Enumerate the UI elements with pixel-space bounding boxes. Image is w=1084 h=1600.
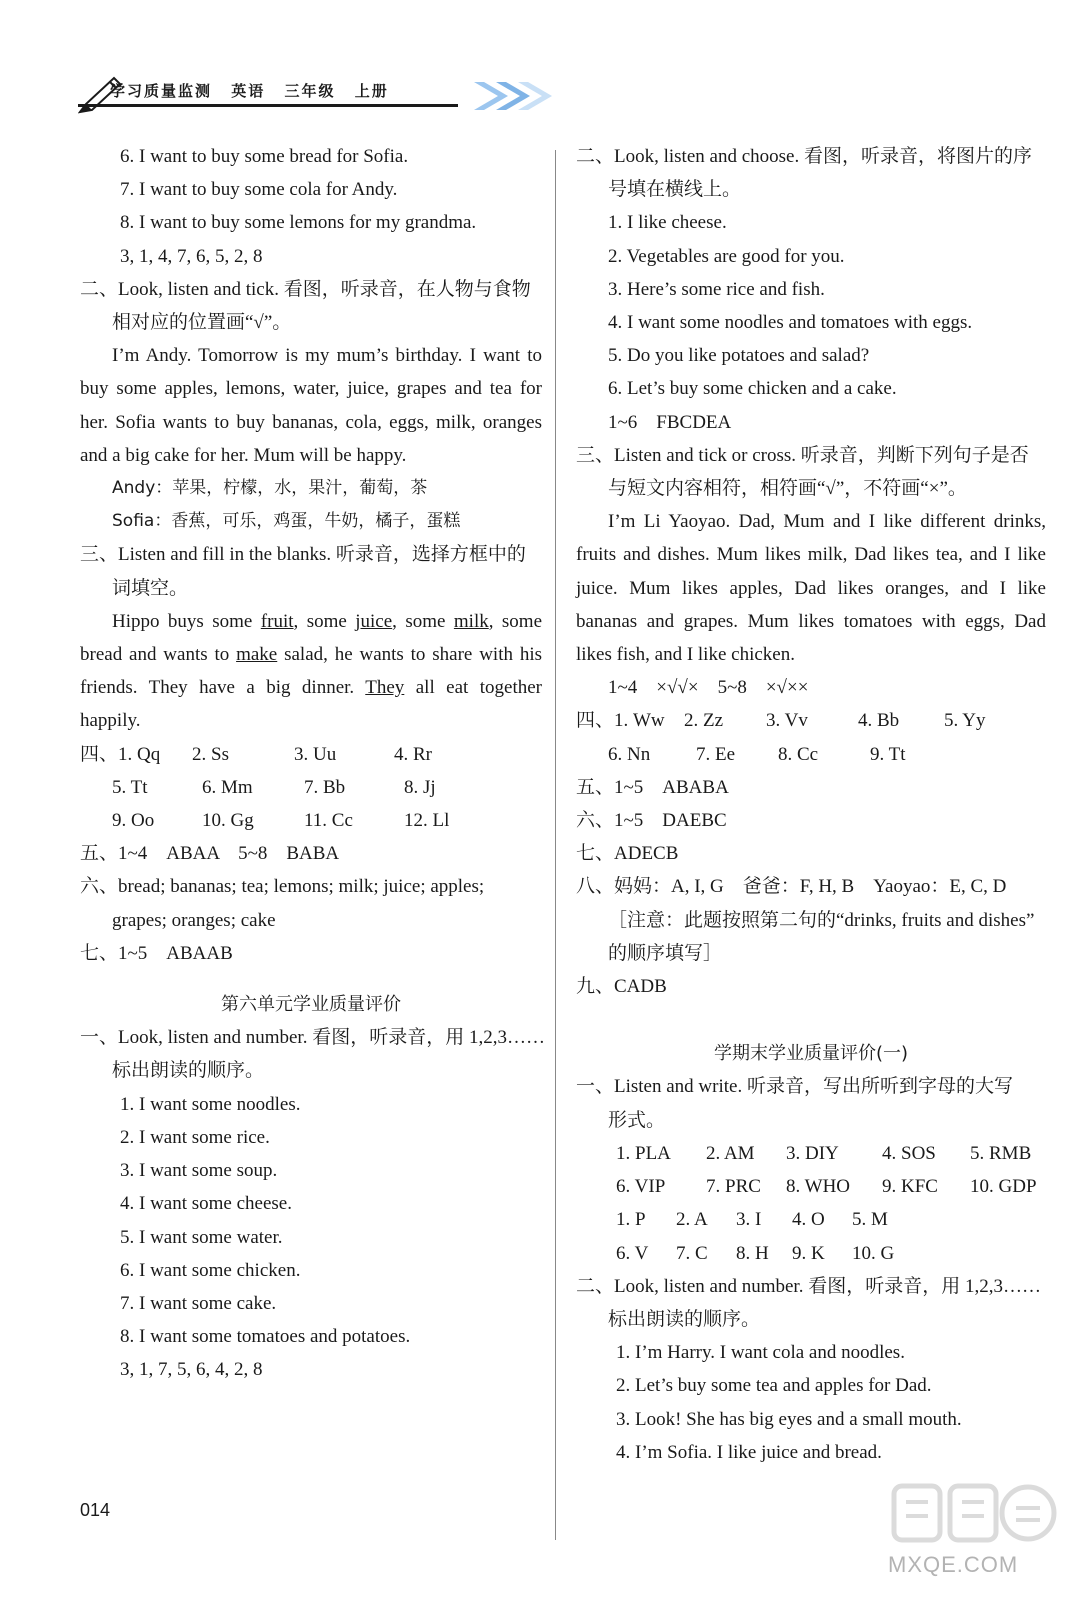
letter-answer: 3. I bbox=[736, 1209, 762, 1231]
answer-sofia: Sofia：香蕉，可乐，鸡蛋，牛奶，橘子，蛋糕 bbox=[112, 511, 461, 532]
letter-answer: 1. P bbox=[616, 1209, 646, 1231]
filled-word: make bbox=[236, 644, 278, 666]
letter-row bbox=[80, 804, 542, 837]
answer-key: 五、1~4 ABAA 5~8 BABA bbox=[80, 843, 340, 865]
fill-blank-passage bbox=[80, 605, 542, 738]
section-heading-cont: 标出朗读的顺序。 bbox=[608, 1308, 761, 1330]
answer-key: 七、1~5 ABAAB bbox=[80, 942, 233, 964]
letter-answer: 8. H bbox=[736, 1242, 769, 1264]
letter-answer: 5. Tt bbox=[112, 776, 148, 798]
right-column bbox=[576, 140, 1046, 1469]
list-item: 2. Let’s buy some tea and apples for Dad. bbox=[616, 1375, 932, 1397]
letter-row bbox=[576, 704, 1046, 737]
passage-text: , some bbox=[392, 610, 454, 632]
list-item: 2. I want some rice. bbox=[120, 1126, 270, 1148]
letter-row bbox=[576, 1237, 1046, 1270]
letter-answer: 5. RMB bbox=[970, 1142, 1032, 1164]
section-heading-cont: 形式。 bbox=[608, 1109, 666, 1131]
answer-key: 五、1~5 ABABA bbox=[576, 776, 729, 798]
answer-key-cont: grapes; oranges; cake bbox=[112, 909, 276, 931]
answer-line: 7. I want to buy some cola for Andy. bbox=[120, 179, 398, 201]
column-divider bbox=[555, 150, 556, 1540]
left-column bbox=[80, 140, 545, 1387]
answer-key: 七、ADECB bbox=[576, 843, 679, 865]
letter-answer: 7. Bb bbox=[304, 776, 346, 798]
letter-row bbox=[80, 771, 542, 804]
list-item: 8. I want some tomatoes and potatoes. bbox=[120, 1326, 411, 1348]
section-heading-cont: 与短文内容相符，相符画“√”，不符画“×”。 bbox=[608, 478, 967, 500]
letter-answer: 7. PRC bbox=[706, 1176, 761, 1198]
section-heading-cont: 词填空。 bbox=[112, 577, 189, 599]
section-heading-cont: 相对应的位置画“√”。 bbox=[112, 312, 292, 334]
list-item: 3. I want some soup. bbox=[120, 1160, 278, 1182]
list-item: 7. I want some cake. bbox=[120, 1292, 277, 1314]
letter-answer: 6. Mm bbox=[202, 776, 253, 798]
filled-word: milk bbox=[453, 610, 489, 632]
list-item: 3. Here’s some rice and fish. bbox=[608, 278, 825, 300]
list-item: 5. I want some water. bbox=[120, 1226, 283, 1248]
volume-label: 上册 bbox=[354, 82, 389, 100]
list-item: 4. I want some cheese. bbox=[120, 1193, 292, 1215]
letter-row bbox=[576, 1170, 1046, 1203]
letter-answer: 4. SOS bbox=[882, 1142, 936, 1164]
section-heading: 二、Look, listen and choose. 看图，听录音，将图片的序 bbox=[576, 146, 1032, 167]
letter-row bbox=[576, 1203, 1046, 1236]
section-heading: 二、Look, listen and number. 看图，听录音，用 1,2,3…… bbox=[576, 1275, 1041, 1297]
section-heading: 一、Look, listen and number. 看图，听录音，用 1,2,3…… bbox=[80, 1027, 545, 1049]
list-item: 4. I want some noodles and tomatoes with eggs. bbox=[608, 312, 973, 334]
letter-answer: 2. AM bbox=[706, 1142, 755, 1164]
letter-answer: 四、1. Qq bbox=[80, 743, 161, 765]
letter-answer: 9. KFC bbox=[882, 1176, 938, 1198]
answer-key: 1~4 ×√√× 5~8 ×√×× bbox=[608, 677, 809, 699]
watermark-text: MXQE.COM bbox=[888, 1552, 1019, 1577]
unit-title: 第六单元学业质量评价 bbox=[221, 994, 401, 1016]
filled-word: juice bbox=[355, 610, 393, 632]
letter-answer: 3. Vv bbox=[766, 710, 808, 732]
header-rule bbox=[78, 104, 458, 107]
letter-answer: 2. Zz bbox=[684, 710, 724, 732]
list-item: 6. Let’s buy some chicken and a cake. bbox=[608, 378, 897, 400]
note-text-cont: 的顺序填写］ bbox=[608, 942, 723, 964]
section-heading: 三、Listen and tick or cross. 听录音，判断下列句子是否 bbox=[576, 444, 1029, 466]
header-title bbox=[110, 80, 401, 101]
letter-row bbox=[576, 738, 1046, 771]
list-item: 1. I’m Harry. I want cola and noodles. bbox=[616, 1342, 905, 1364]
letter-answer: 10. Gg bbox=[202, 810, 254, 832]
list-item: 2. Vegetables are good for you. bbox=[608, 245, 845, 267]
answer-key: 九、CADB bbox=[576, 976, 667, 998]
answer-key: 六、bread; bananas; tea; lemons; milk; juice; apples; bbox=[80, 876, 485, 898]
double-chevron-icon bbox=[470, 78, 560, 114]
list-item: 3. Look! She has big eyes and a small mouth. bbox=[616, 1408, 962, 1430]
letter-answer: 1. PLA bbox=[616, 1142, 671, 1164]
answer-line: 6. I want to buy some bread for Sofia. bbox=[120, 146, 409, 167]
section-heading: 二、Look, listen and tick. 看图，听录音，在人物与食物 bbox=[80, 278, 531, 300]
letter-answer: 6. V bbox=[616, 1242, 649, 1264]
answer-line: 8. I want to buy some lemons for my grandma. bbox=[120, 212, 477, 234]
section-heading: 三、Listen and fill in the blanks. 听录音，选择方框中的 bbox=[80, 544, 526, 566]
answer-key: 六、1~5 DAEBC bbox=[576, 810, 727, 832]
letter-answer: 9. Tt bbox=[870, 743, 906, 765]
page-number: 014 bbox=[80, 1500, 111, 1520]
letter-answer: 3. DIY bbox=[786, 1142, 839, 1164]
list-item: 4. I’m Sofia. I like juice and bread. bbox=[616, 1441, 882, 1463]
answer-key: 3, 1, 7, 5, 6, 4, 2, 8 bbox=[120, 1359, 263, 1381]
letter-answer: 7. Ee bbox=[696, 743, 736, 765]
letter-answer: 4. Rr bbox=[394, 743, 432, 765]
list-item: 6. I want some chicken. bbox=[120, 1259, 301, 1281]
letter-answer: 2. A bbox=[676, 1209, 708, 1231]
letter-answer: 四、1. Ww bbox=[576, 710, 665, 732]
answer-andy: Andy：苹果，柠檬，水，果汁，葡萄，茶 bbox=[112, 478, 428, 499]
unit-title: 学期末学业质量评价(一) bbox=[713, 1043, 909, 1065]
letter-answer: 10. GDP bbox=[970, 1176, 1037, 1198]
letter-answer: 9. Oo bbox=[112, 810, 155, 832]
letter-answer: 9. K bbox=[792, 1242, 825, 1264]
letter-answer: 8. Cc bbox=[778, 743, 819, 765]
passage-text: , some bread and wants to bbox=[80, 610, 543, 666]
passage-text: , some bbox=[293, 610, 356, 632]
passage-text: all eat together happily. bbox=[80, 677, 542, 732]
letter-answer: 12. Ll bbox=[404, 810, 450, 832]
answer-key: 八、妈妈：A, I, G 爸爸：F, H, B Yaoyao：E, C, D bbox=[576, 876, 1007, 898]
answer-key: 1~6 FBCDEA bbox=[608, 411, 732, 433]
letter-row bbox=[576, 1137, 1046, 1170]
list-item: 5. Do you like potatoes and salad? bbox=[608, 345, 870, 367]
letter-row bbox=[80, 738, 542, 771]
section-heading-cont: 号填在横线上。 bbox=[608, 179, 742, 201]
section-heading: 一、Listen and write. 听录音，写出所听到字母的大写 bbox=[576, 1076, 1013, 1098]
spacer bbox=[576, 1003, 1046, 1019]
letter-answer: 11. Cc bbox=[304, 810, 353, 832]
filled-word: They bbox=[365, 677, 405, 699]
letter-answer: 8. WHO bbox=[786, 1176, 851, 1198]
letter-answer: 3. Uu bbox=[294, 743, 337, 765]
page-header bbox=[70, 70, 540, 120]
letter-answer: 6. Nn bbox=[608, 743, 651, 765]
list-item: 1. I like cheese. bbox=[608, 212, 727, 234]
filled-word: fruit bbox=[260, 610, 294, 632]
passage-text: I’m Andy. Tomorrow is my mum’s birthday. I want to buy some apples, lemons, water, juice, grapes and tea for her. Sofia wants to buy bananas, cola, eggs, milk, oranges and a big cake for her. Mum will be happy. bbox=[80, 345, 542, 466]
letter-answer: 10. G bbox=[852, 1242, 895, 1264]
subject-label: 英语 bbox=[231, 82, 266, 100]
note-text: ［注意：此题按照第二句的“drinks, fruits and dishes” bbox=[608, 909, 1035, 931]
passage-text: I’m Li Yaoyao. Dad, Mum and I like different drinks, fruits and dishes. Mum likes milk, Dad likes tea, and I like juice. Mum likes apples, Dad likes oranges, and I like bananas and grapes. Mum likes tomatoes with eggs, Dad likes fish, and I like chicken. bbox=[576, 511, 1046, 666]
passage-text: salad, he wants to share with his friends. They have a big dinner. bbox=[80, 644, 542, 699]
letter-answer: 8. Jj bbox=[404, 776, 436, 798]
letter-answer: 5. Yy bbox=[944, 710, 986, 732]
letter-answer: 2. Ss bbox=[192, 743, 229, 765]
letter-answer: 4. Bb bbox=[858, 710, 900, 732]
list-item: 1. I want some noodles. bbox=[120, 1093, 301, 1115]
grade-label: 三年级 bbox=[284, 82, 336, 100]
section-heading-cont: 标出朗读的顺序。 bbox=[112, 1060, 265, 1082]
series-title: 学习质量监测 bbox=[110, 82, 213, 100]
letter-answer: 5. M bbox=[852, 1209, 888, 1231]
answer-key: 3, 1, 4, 7, 6, 5, 2, 8 bbox=[120, 245, 263, 267]
letter-answer: 7. C bbox=[676, 1242, 708, 1264]
letter-answer: 4. O bbox=[792, 1209, 825, 1231]
letter-answer: 6. VIP bbox=[616, 1176, 666, 1198]
passage-text: Hippo buys some bbox=[112, 610, 261, 632]
